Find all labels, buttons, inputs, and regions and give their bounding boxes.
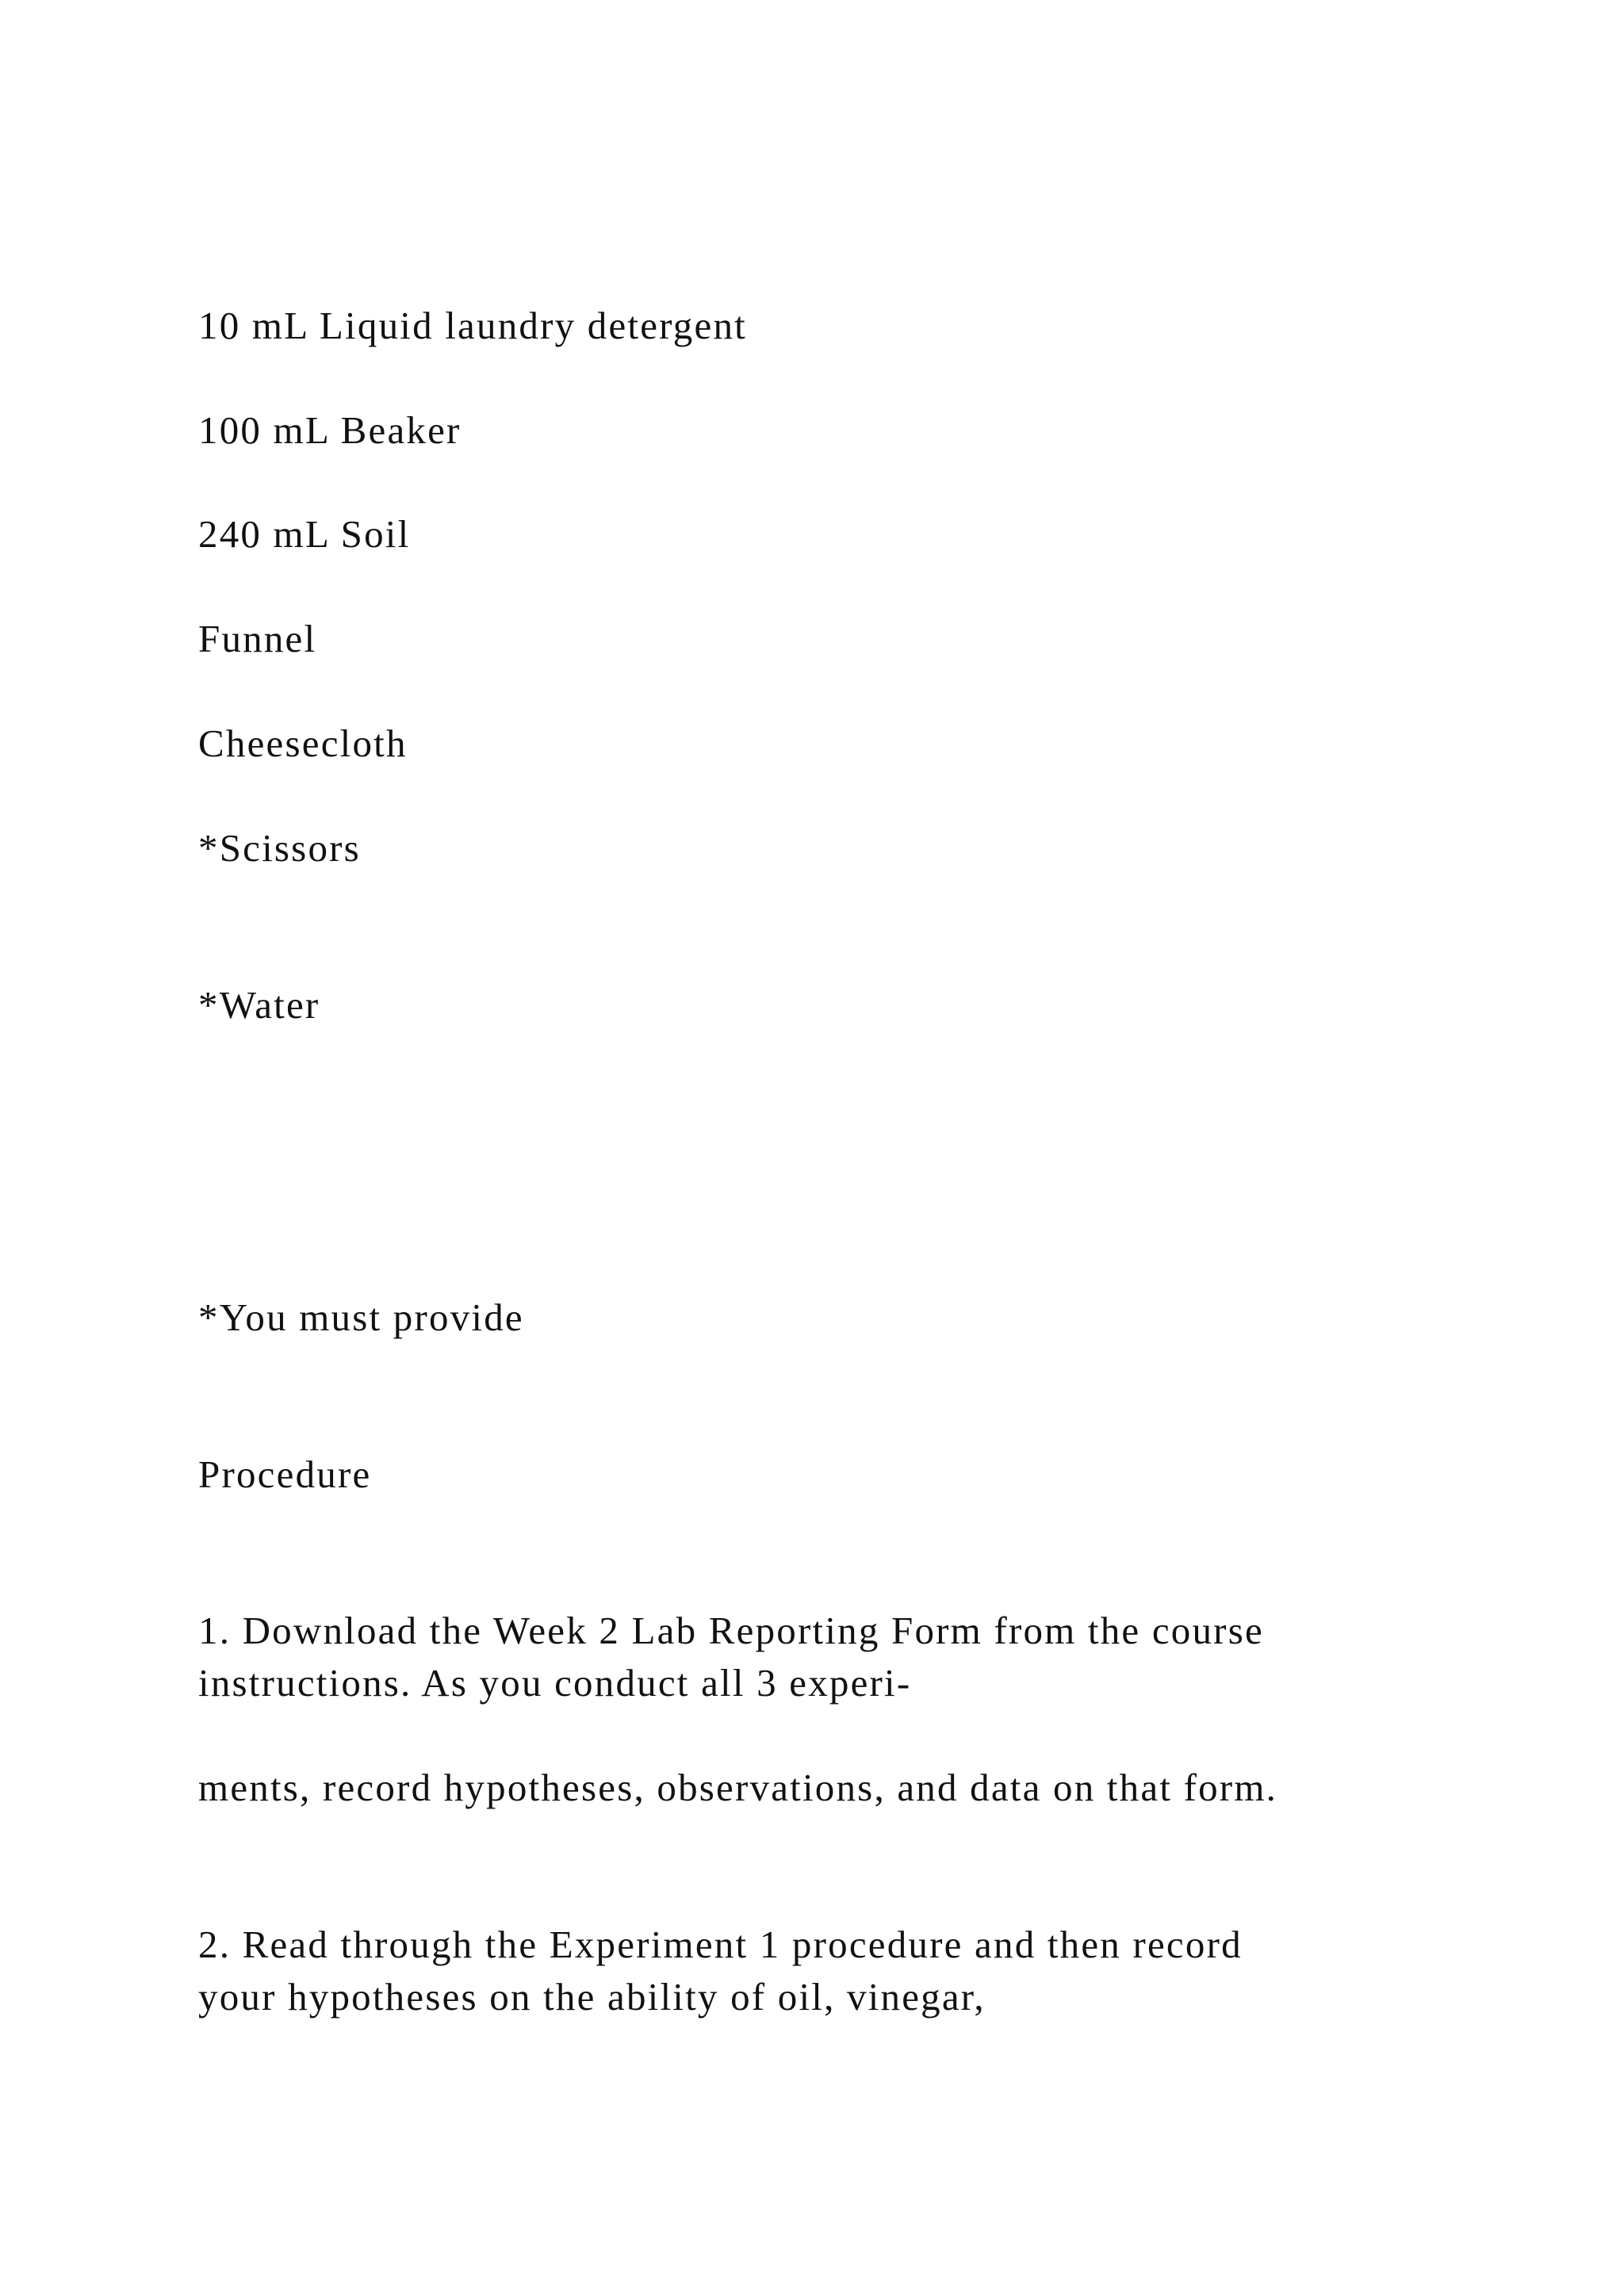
provide-note: *You must provide — [198, 1295, 524, 1339]
material-item-funnel: Funnel — [198, 617, 317, 660]
material-item-detergent: 10 mL Liquid laundry detergent — [198, 304, 747, 347]
step-1-line-3: ments, record hypotheses, observations, and data on that form. — [198, 1766, 1278, 1809]
material-item-cheesecloth: Cheesecloth — [198, 721, 408, 765]
step-2-line-1: 2. Read through the Experiment 1 procedure and then record — [198, 1923, 1243, 1966]
material-item-water: *Water — [198, 983, 320, 1027]
step-1-line-2: instructions. As you conduct all 3 experi- — [198, 1661, 912, 1705]
procedure-heading: Procedure — [198, 1452, 372, 1496]
material-item-beaker: 100 mL Beaker — [198, 408, 462, 452]
material-item-scissors: *Scissors — [198, 826, 361, 870]
step-2-line-2: your hypotheses on the ability of oil, vinegar, — [198, 1975, 986, 2019]
material-item-soil: 240 mL Soil — [198, 512, 411, 556]
step-1-line-1: 1. Download the Week 2 Lab Reporting Form from the course — [198, 1609, 1264, 1652]
